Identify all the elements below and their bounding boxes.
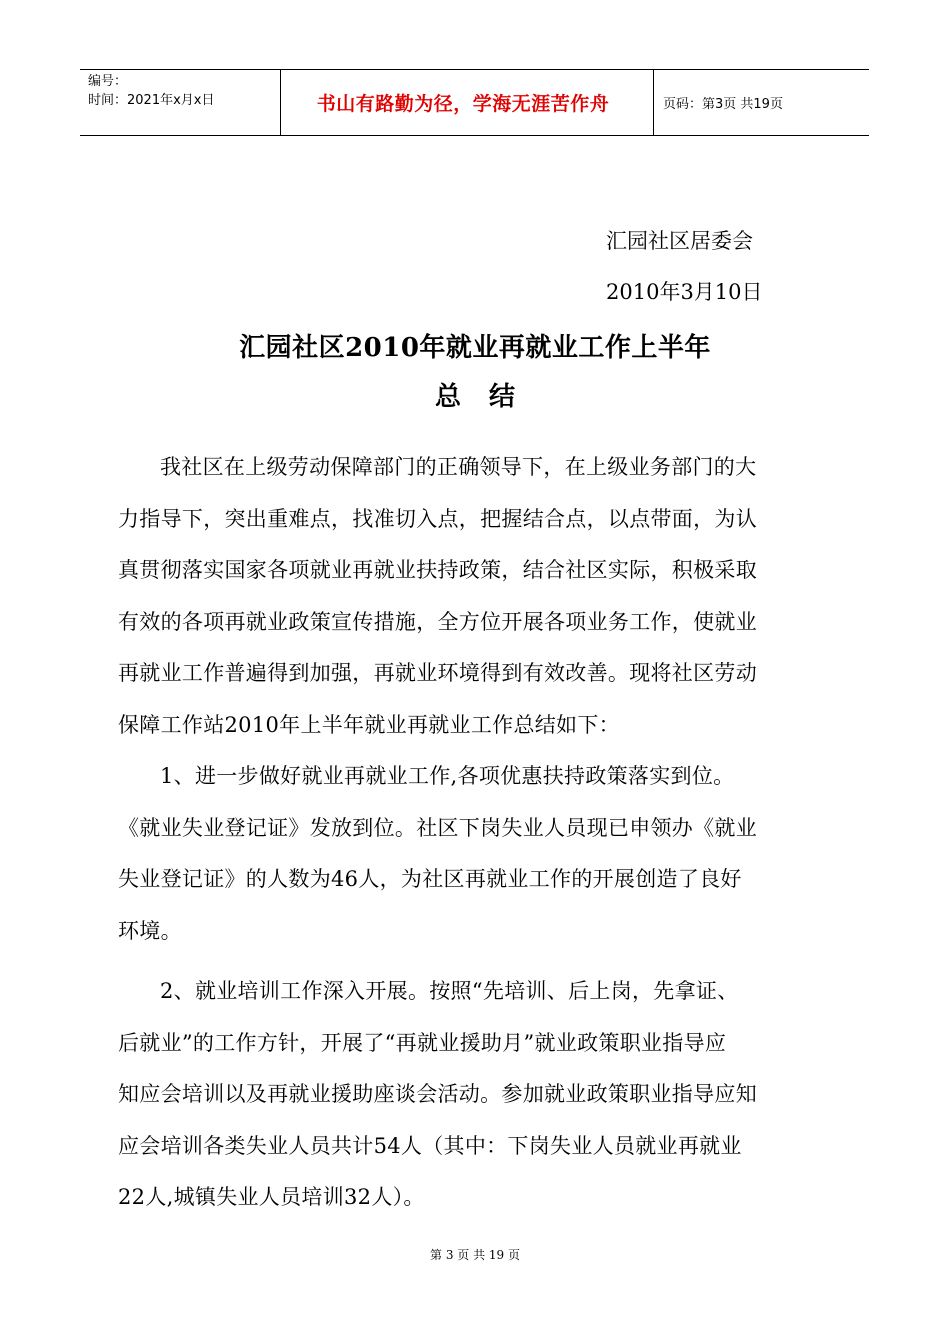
document-title: 汇园社区2010年就业再就业工作上半年 [239, 333, 711, 363]
header-meta-cell [80, 70, 281, 135]
paragraph-intro [118, 445, 838, 754]
body-line: 知应会培训以及再就业援助座谈会活动。参加就业政策职业指导应知 [118, 1082, 757, 1106]
paragraph-item-1 [118, 754, 838, 960]
paragraph-item-2 [118, 969, 838, 1227]
header-motto: 书山有路勤为径，学海无涯苦作舟 [316, 93, 610, 115]
body-line: 再就业工作普遍得到加强，再就业环境得到有效改善。现将社区劳动 [118, 661, 757, 685]
body-line: 失业登记证》的人数为46人，为社区再就业工作的开展创造了良好 [118, 867, 742, 891]
body-line: 真贯彻落实国家各项就业再就业扶持政策，结合社区实际，积极采取 [118, 558, 757, 582]
header-number-label: 编号： [88, 74, 128, 89]
header-time-label: 时间：2021年x月x日 [88, 93, 215, 108]
header-page-info: 页码：第3页 共19页 [663, 97, 783, 112]
header-page-cell [654, 70, 869, 135]
page-footer: 第 3 页 共 19 页 [430, 1248, 520, 1262]
document-header [80, 69, 869, 136]
signature-organization: 汇园社区居委会 [606, 229, 753, 253]
body-line: 2、就业培训工作深入开展。按照“先培训、后上岗，先拿证、 [160, 979, 739, 1003]
body-line: 有效的各项再就业政策宣传措施，全方位开展各项业务工作，使就业 [118, 609, 757, 634]
body-line: 力指导下，突出重难点，找准切入点，把握结合点，以点带面，为认 [118, 506, 757, 531]
body-line: 《就业失业登记证》发放到位。社区下岗失业人员现已申领办《就业 [118, 815, 757, 840]
document-title-line2: 总结 [434, 382, 543, 412]
signature-date: 2010年3月10日 [606, 280, 763, 304]
body-line: 环境。 [118, 918, 182, 943]
body-line: 我社区在上级劳动保障部门的正确领导下，在上级业务部门的大 [160, 455, 757, 479]
header-motto-cell [281, 70, 654, 135]
body-line: 保障工作站2010年上半年就业再就业工作总结如下： [118, 712, 620, 737]
document-body [118, 445, 838, 1227]
body-line: 应会培训各类失业人员共计54人（其中：下岗失业人员就业再就业 [118, 1133, 742, 1158]
body-line: 后就业”的工作方针，开展了“再就业援助月”就业政策职业指导应 [118, 1030, 727, 1055]
body-line: 22人,城镇失业人员培训32人）。 [118, 1185, 425, 1209]
body-line: 1、进一步做好就业再就业工作,各项优惠扶持政策落实到位。 [160, 764, 735, 788]
